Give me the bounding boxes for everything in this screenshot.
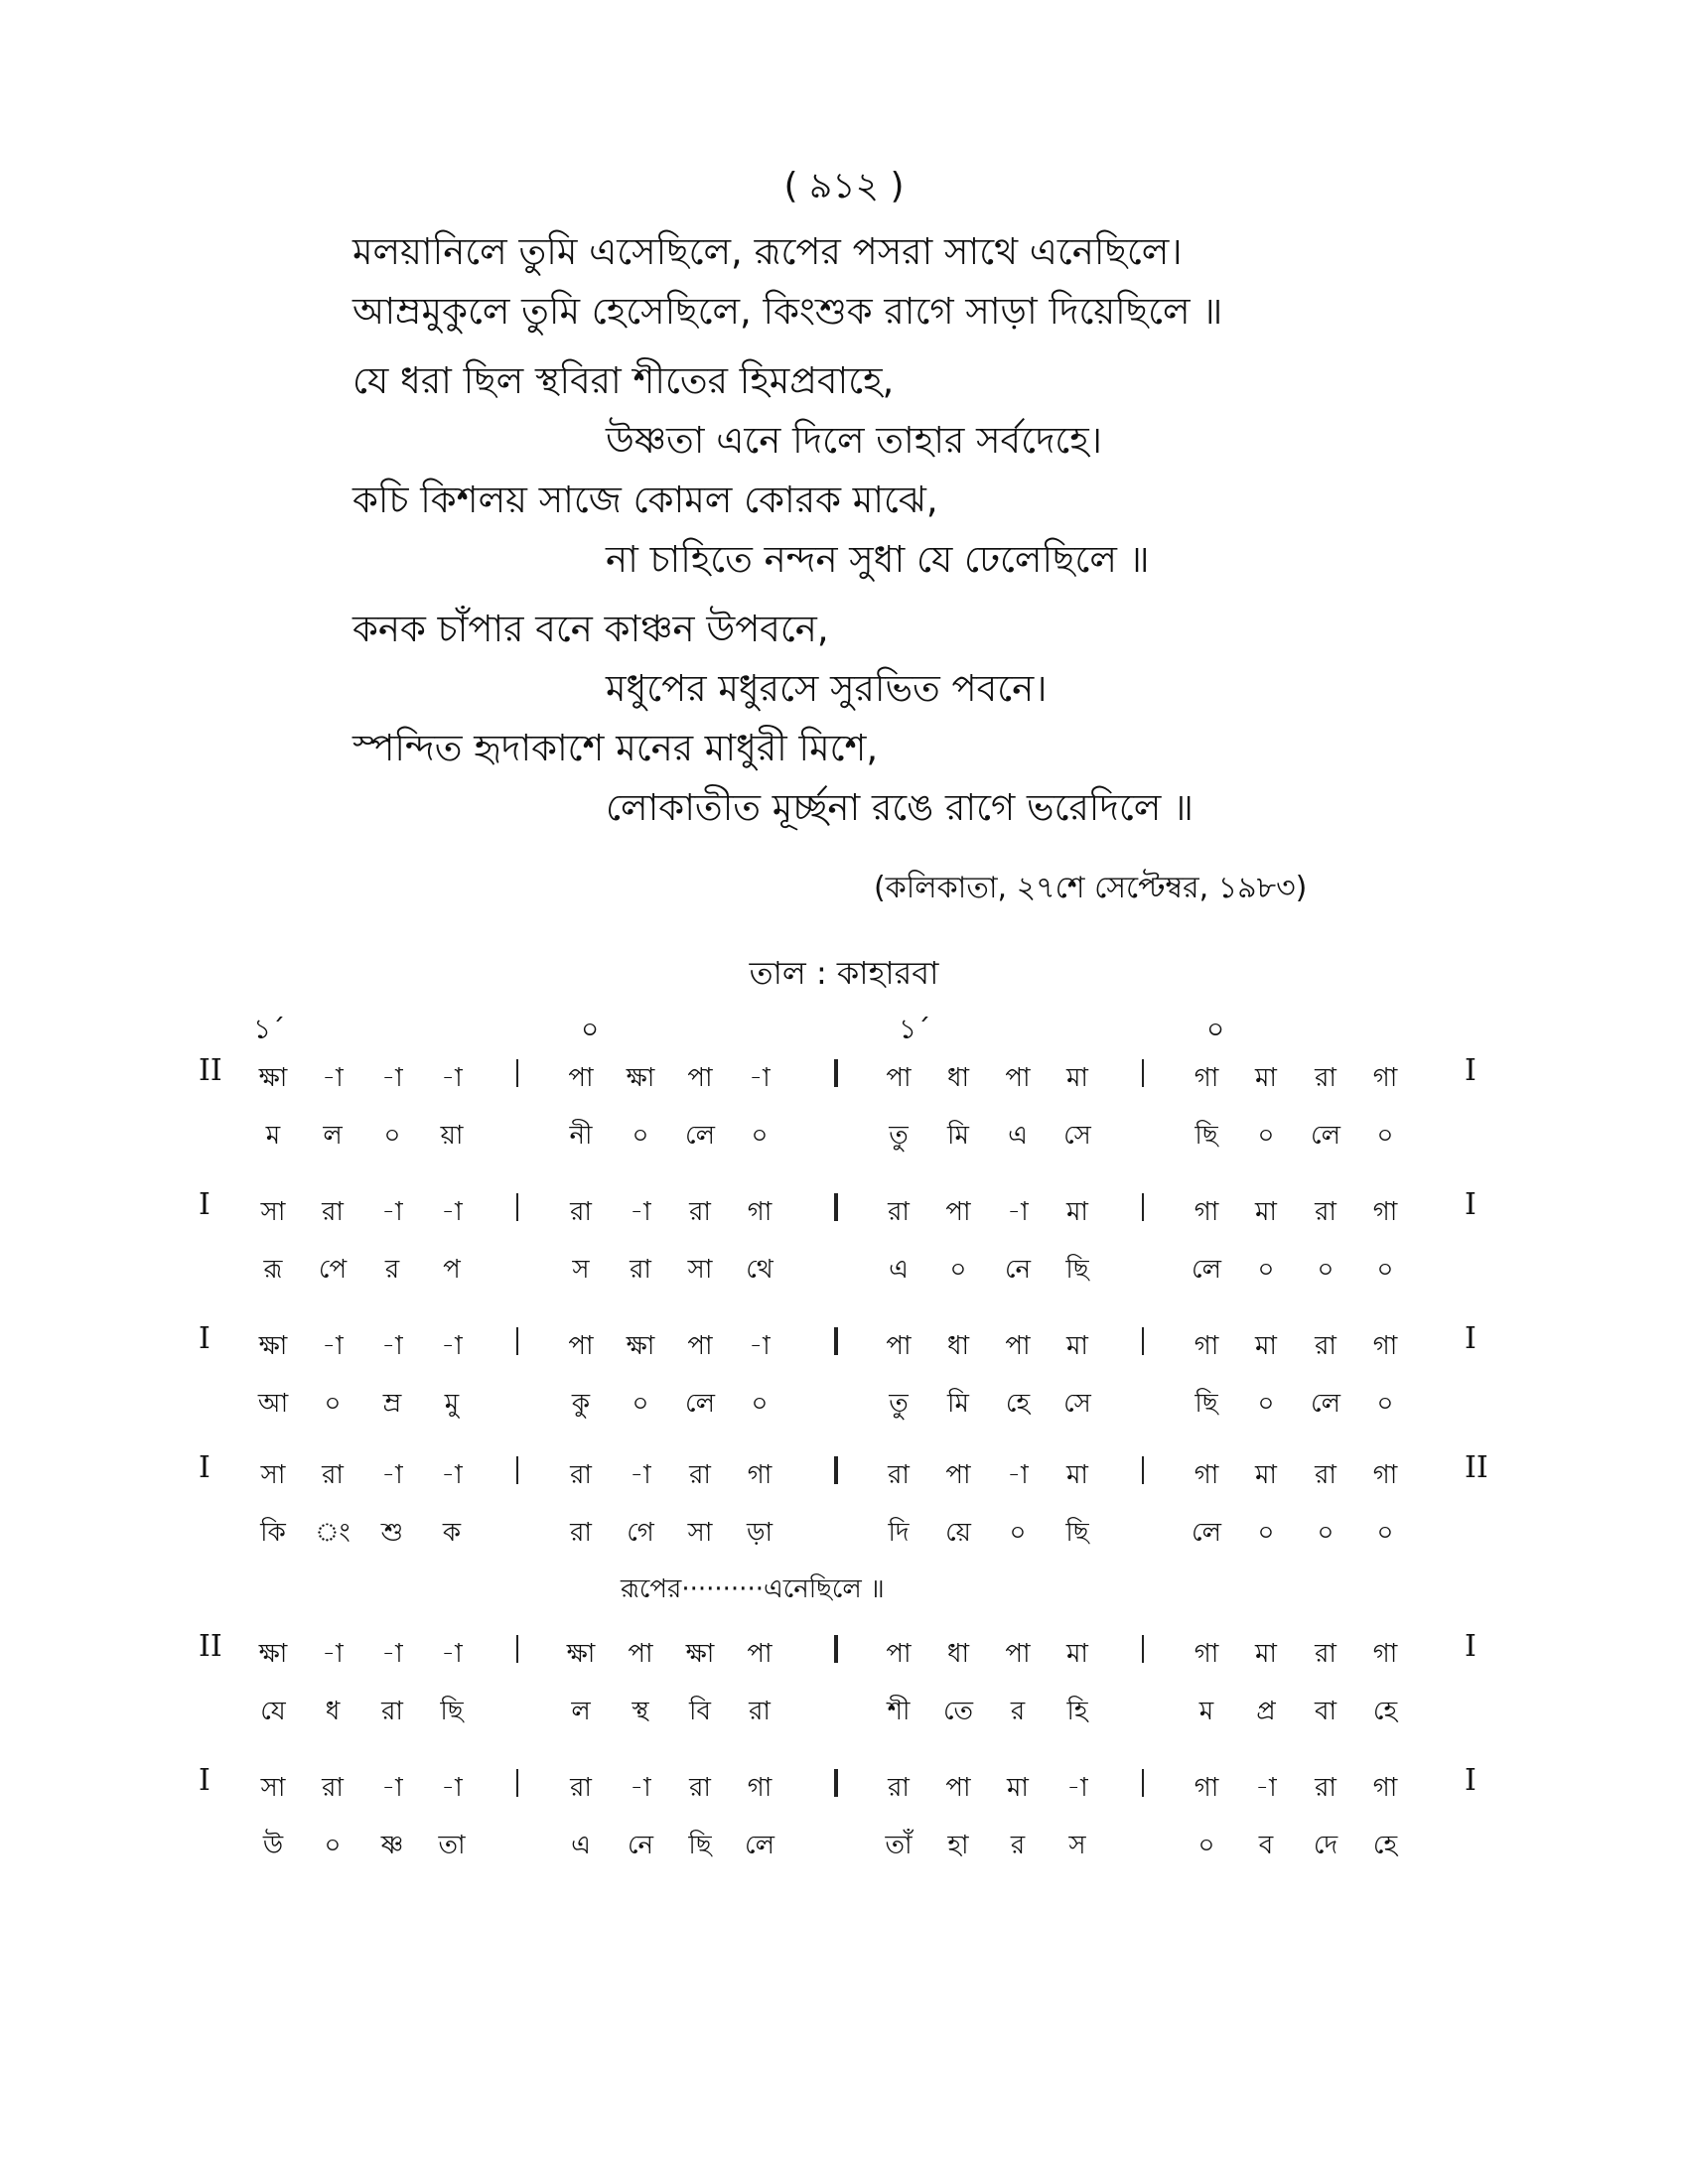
- swar-note: -া: [441, 1331, 463, 1361]
- beat-separator: [1142, 1769, 1144, 1797]
- swar-note: -া: [381, 1331, 403, 1361]
- beat-marker: ১´: [253, 1013, 286, 1045]
- swar-note: পা: [945, 1773, 971, 1803]
- row-start-barline: I: [199, 1187, 211, 1222]
- row-end-barline: I: [1465, 1629, 1477, 1664]
- swar-note: পা: [1005, 1331, 1031, 1361]
- bani-syllable: পে: [318, 1255, 348, 1285]
- bani-syllable: ০: [751, 1389, 769, 1419]
- swar-note: ক্ষা: [566, 1639, 596, 1669]
- beat-separator: [516, 1456, 518, 1484]
- bani-syllable: শু: [380, 1518, 404, 1548]
- swar-note: -া: [1007, 1197, 1029, 1227]
- bani-syllable: নে: [1004, 1255, 1032, 1285]
- bani-syllable: যে: [260, 1697, 286, 1726]
- swar-note: রা: [322, 1773, 344, 1803]
- swar-note: ধা: [946, 1639, 970, 1669]
- bani-syllable: ছি: [1195, 1389, 1218, 1419]
- bani-syllable: তে: [942, 1697, 974, 1726]
- row-end-barline: I: [1465, 1053, 1477, 1088]
- bani-syllable: সে: [1063, 1121, 1091, 1151]
- bani-syllable: ০: [1376, 1255, 1394, 1285]
- swar-note: -া: [322, 1639, 344, 1669]
- swar-note: -া: [322, 1331, 344, 1361]
- bani-syllable: বা: [1314, 1697, 1336, 1726]
- bani-syllable: কি: [260, 1518, 286, 1548]
- swar-note: গা: [1194, 1773, 1219, 1803]
- swar-note: ক্ষা: [685, 1639, 715, 1669]
- bani-syllable: গে: [627, 1518, 654, 1548]
- bani-syllable: ম: [265, 1121, 281, 1151]
- bani-syllable: ০: [1257, 1121, 1275, 1151]
- swar-note: রা: [570, 1773, 592, 1803]
- bani-syllable: স: [572, 1255, 590, 1285]
- beat-separator: [516, 1193, 518, 1221]
- swar-note: -া: [381, 1639, 403, 1669]
- lyric-line: কনক চাঁপার বনে কাঞ্চন উপবনে,: [352, 608, 829, 650]
- bani-syllable: ০: [1317, 1255, 1335, 1285]
- bani-syllable: তা: [438, 1831, 466, 1860]
- swar-note: গা: [1194, 1331, 1219, 1361]
- composition-date: (কলিকাতা, ২৭শে সেপ্টেম্বর, ১৯৮৩): [874, 871, 1308, 905]
- swar-note: গা: [1372, 1197, 1398, 1227]
- bani-syllable: সা: [687, 1518, 713, 1548]
- swar-note: গা: [747, 1460, 773, 1490]
- beat-separator: [516, 1327, 518, 1355]
- swar-note: মা: [1255, 1197, 1277, 1227]
- swar-note: পা: [1005, 1063, 1031, 1093]
- swar-note: -া: [749, 1331, 771, 1361]
- lyric-line: লোকাতীত মূর্চ্ছনা রঙে রাগে ভরেদিলে ॥: [606, 786, 1194, 829]
- bani-syllable: ০: [1257, 1255, 1275, 1285]
- swar-note: ক্ষা: [258, 1063, 288, 1093]
- bani-syllable: ং: [315, 1518, 351, 1548]
- bani-syllable: ম্র: [382, 1389, 402, 1419]
- swar-note: -া: [630, 1773, 651, 1803]
- swar-note: -া: [381, 1460, 403, 1490]
- bani-syllable: ০: [632, 1389, 649, 1419]
- bani-syllable: প্র: [1256, 1697, 1276, 1726]
- bani-syllable: রূ: [263, 1255, 283, 1285]
- swar-note: মা: [1255, 1331, 1277, 1361]
- bani-syllable: লে: [685, 1389, 715, 1419]
- swar-note: রা: [1315, 1063, 1336, 1093]
- bani-syllable: মি: [947, 1389, 969, 1419]
- swar-note: মা: [1255, 1063, 1277, 1093]
- beat-separator: [1142, 1635, 1144, 1663]
- beat-separator: [834, 1193, 838, 1221]
- lyric-line: না চাহিতে নন্দন সুধা যে ঢেলেছিলে ॥: [606, 538, 1150, 581]
- bani-syllable: কু: [571, 1389, 591, 1419]
- bani-syllable: ষ্ণ: [380, 1831, 404, 1860]
- bani-syllable: লে: [1311, 1121, 1340, 1151]
- swar-note: পা: [628, 1639, 653, 1669]
- bani-syllable: এ: [889, 1255, 909, 1285]
- row-start-barline: I: [199, 1321, 211, 1356]
- row-end-barline: I: [1465, 1763, 1477, 1798]
- swar-note: পা: [687, 1331, 713, 1361]
- swar-note: ধা: [946, 1331, 970, 1361]
- swar-note: পা: [1005, 1639, 1031, 1669]
- swar-note: -া: [630, 1197, 651, 1227]
- bani-syllable: ০: [1257, 1518, 1275, 1548]
- lyric-line: উষ্ণতা এনে দিলে তাহার সর্বদেহে।: [606, 419, 1102, 462]
- swar-note: পা: [747, 1639, 773, 1669]
- bani-syllable: রা: [570, 1518, 592, 1548]
- row-end-barline: I: [1465, 1321, 1477, 1356]
- bani-syllable: র: [1010, 1697, 1026, 1726]
- bani-syllable: তাঁ: [885, 1831, 913, 1860]
- swar-note: মা: [1066, 1197, 1088, 1227]
- bani-syllable: ০: [1376, 1518, 1394, 1548]
- swar-note: সা: [260, 1773, 286, 1803]
- bani-syllable: মু: [444, 1389, 460, 1419]
- row-start-barline: II: [199, 1053, 222, 1088]
- swar-note: রা: [888, 1773, 910, 1803]
- bani-syllable: ড়া: [746, 1518, 774, 1548]
- bani-syllable: লে: [1311, 1389, 1340, 1419]
- swar-note: মা: [1066, 1063, 1088, 1093]
- beat-separator: [834, 1327, 838, 1355]
- swar-note: -া: [1255, 1773, 1277, 1803]
- bani-syllable: দে: [1313, 1831, 1338, 1860]
- bani-syllable: আ: [257, 1389, 289, 1419]
- swar-note: রা: [1315, 1331, 1336, 1361]
- bani-syllable: ০: [632, 1121, 649, 1151]
- row-end-barline: II: [1465, 1450, 1488, 1485]
- bani-syllable: ০: [1376, 1121, 1394, 1151]
- bani-syllable: ছি: [688, 1831, 712, 1860]
- beat-marker: ১´: [899, 1013, 931, 1045]
- bani-syllable: হি: [1066, 1697, 1088, 1726]
- lyric-line: স্পন্দিত হৃদাকাশে মনের মাধুরী মিশে,: [352, 727, 879, 769]
- lyric-line: যে ধরা ছিল স্থবিরা শীতের হিমপ্রবাহে,: [352, 359, 895, 402]
- beat-separator: [1142, 1456, 1144, 1484]
- bani-syllable: ০: [324, 1389, 342, 1419]
- swar-note: গা: [1372, 1331, 1398, 1361]
- swar-note: রা: [322, 1460, 344, 1490]
- bani-syllable: য়ে: [945, 1518, 971, 1548]
- bani-syllable: ০: [751, 1121, 769, 1151]
- swar-note: গা: [1194, 1197, 1219, 1227]
- swar-note: -া: [381, 1773, 403, 1803]
- lyric-line: কচি কিশলয় সাজে কোমল কোরক মাঝে,: [352, 478, 938, 521]
- beat-marker: ০: [1206, 1013, 1225, 1045]
- beat-separator: [516, 1059, 518, 1087]
- swar-note: রা: [570, 1460, 592, 1490]
- swar-note: রা: [570, 1197, 592, 1227]
- swar-note: -া: [441, 1773, 463, 1803]
- bani-syllable: র: [1010, 1831, 1026, 1860]
- swar-note: পা: [886, 1639, 912, 1669]
- refrain-cue: রূপের··········এনেছিলে ॥: [621, 1574, 885, 1604]
- bani-syllable: প: [443, 1255, 461, 1285]
- bani-syllable: য়া: [440, 1121, 464, 1151]
- bani-syllable: ছি: [440, 1697, 464, 1726]
- bani-syllable: ০: [1257, 1389, 1275, 1419]
- bani-syllable: ০: [1376, 1389, 1394, 1419]
- swar-note: -া: [630, 1460, 651, 1490]
- bani-syllable: উ: [262, 1831, 284, 1860]
- bani-syllable: ম: [1198, 1697, 1214, 1726]
- beat-separator: [834, 1635, 838, 1663]
- bani-syllable: ০: [383, 1121, 401, 1151]
- bani-syllable: স্থ: [632, 1697, 649, 1726]
- bani-syllable: সা: [687, 1255, 713, 1285]
- swar-note: মা: [1255, 1460, 1277, 1490]
- bani-syllable: এ: [1008, 1121, 1028, 1151]
- swar-note: মা: [1255, 1639, 1277, 1669]
- swar-note: গা: [747, 1773, 773, 1803]
- swar-note: পা: [945, 1460, 971, 1490]
- swar-note: রা: [1315, 1639, 1336, 1669]
- swar-note: রা: [888, 1197, 910, 1227]
- beat-separator: [516, 1635, 518, 1663]
- bani-syllable: সে: [1063, 1389, 1091, 1419]
- swar-note: রা: [1315, 1773, 1336, 1803]
- bani-syllable: ছি: [1065, 1255, 1089, 1285]
- swar-note: ক্ষা: [626, 1331, 655, 1361]
- beat-separator: [1142, 1193, 1144, 1221]
- swar-note: -া: [441, 1197, 463, 1227]
- bani-syllable: হে: [1005, 1389, 1031, 1419]
- row-start-barline: II: [199, 1629, 222, 1664]
- bani-syllable: মি: [947, 1121, 969, 1151]
- swar-note: পা: [886, 1331, 912, 1361]
- bani-syllable: ছি: [1195, 1121, 1218, 1151]
- bani-syllable: ০: [1317, 1518, 1335, 1548]
- swar-note: রা: [1315, 1197, 1336, 1227]
- swar-note: -া: [381, 1197, 403, 1227]
- row-start-barline: I: [199, 1763, 211, 1798]
- swar-note: মা: [1066, 1639, 1088, 1669]
- bani-syllable: ল: [571, 1697, 591, 1726]
- bani-syllable: ০: [949, 1255, 967, 1285]
- swar-note: গা: [1372, 1639, 1398, 1669]
- swar-note: রা: [689, 1773, 711, 1803]
- lyric-line: মলয়ানিলে তুমি এসেছিলে, রূপের পসরা সাথে এনেছিলে।: [352, 230, 1183, 273]
- swar-note: রা: [322, 1197, 344, 1227]
- beat-separator: [516, 1769, 518, 1797]
- bani-syllable: নে: [627, 1831, 654, 1860]
- swar-note: মা: [1066, 1331, 1088, 1361]
- bani-syllable: স: [1068, 1831, 1086, 1860]
- swar-note: গা: [1372, 1460, 1398, 1490]
- beat-separator: [1142, 1059, 1144, 1087]
- bani-syllable: ল: [323, 1121, 343, 1151]
- swar-note: রা: [1315, 1460, 1336, 1490]
- bani-syllable: ০: [1009, 1518, 1027, 1548]
- bani-syllable: থে: [746, 1255, 774, 1285]
- bani-syllable: লে: [1192, 1518, 1221, 1548]
- bani-syllable: হে: [1372, 1831, 1398, 1860]
- bani-syllable: ছি: [1065, 1518, 1089, 1548]
- beat-marker: ০: [581, 1013, 600, 1045]
- bani-syllable: লে: [745, 1831, 774, 1860]
- bani-syllable: হা: [947, 1831, 969, 1860]
- swar-note: ক্ষা: [258, 1639, 288, 1669]
- bani-syllable: ০: [1197, 1831, 1215, 1860]
- swar-note: -া: [441, 1063, 463, 1093]
- swar-note: সা: [260, 1197, 286, 1227]
- swar-note: ক্ষা: [626, 1063, 655, 1093]
- swar-note: গা: [1194, 1639, 1219, 1669]
- swar-note: -া: [441, 1639, 463, 1669]
- swar-note: -া: [749, 1063, 771, 1093]
- row-start-barline: I: [199, 1450, 211, 1485]
- bani-syllable: দি: [888, 1518, 910, 1548]
- beat-separator: [834, 1059, 838, 1087]
- lyric-line: মধুপের মধুরসে সুরভিত পবনে।: [606, 667, 1048, 710]
- bani-syllable: ক: [442, 1518, 462, 1548]
- swar-note: গা: [1194, 1460, 1219, 1490]
- bani-syllable: এ: [571, 1831, 591, 1860]
- bani-syllable: লে: [685, 1121, 715, 1151]
- bani-syllable: হে: [1372, 1697, 1398, 1726]
- bani-syllable: বি: [689, 1697, 711, 1726]
- swar-note: -া: [1066, 1773, 1088, 1803]
- swar-note: পা: [568, 1063, 594, 1093]
- swar-note: গা: [1372, 1773, 1398, 1803]
- beat-separator: [834, 1456, 838, 1484]
- tal-label: তাল : কাহারবা: [749, 954, 939, 992]
- beat-separator: [834, 1769, 838, 1797]
- swar-note: মা: [1066, 1460, 1088, 1490]
- swar-note: পা: [945, 1197, 971, 1227]
- swar-note: মা: [1007, 1773, 1029, 1803]
- bani-syllable: রা: [381, 1697, 403, 1726]
- swar-note: -া: [381, 1063, 403, 1093]
- bani-syllable: লে: [1192, 1255, 1221, 1285]
- bani-syllable: র: [384, 1255, 400, 1285]
- swar-note: গা: [1372, 1063, 1398, 1093]
- bani-syllable: শী: [887, 1697, 911, 1726]
- swar-note: পা: [568, 1331, 594, 1361]
- lyric-line: আম্রমুকুলে তুমি হেসেছিলে, কিংশুক রাগে সাড়া দিয়েছিলে ॥: [352, 290, 1223, 333]
- swar-note: গা: [1194, 1063, 1219, 1093]
- bani-syllable: রা: [749, 1697, 771, 1726]
- swar-note: রা: [888, 1460, 910, 1490]
- swar-note: ধা: [946, 1063, 970, 1093]
- bani-syllable: নী: [569, 1121, 593, 1151]
- swar-note: -া: [1007, 1460, 1029, 1490]
- swar-note: ক্ষা: [258, 1331, 288, 1361]
- bani-syllable: তু: [889, 1121, 909, 1151]
- swar-note: -া: [322, 1063, 344, 1093]
- swar-note: গা: [747, 1197, 773, 1227]
- row-end-barline: I: [1465, 1187, 1477, 1222]
- bani-syllable: ব: [1258, 1831, 1274, 1860]
- swar-note: সা: [260, 1460, 286, 1490]
- swar-note: -া: [441, 1460, 463, 1490]
- beat-separator: [1142, 1327, 1144, 1355]
- swar-note: পা: [886, 1063, 912, 1093]
- bani-syllable: ধ: [325, 1697, 341, 1726]
- page-number: ( ৯১২ ): [783, 166, 905, 206]
- bani-syllable: রা: [630, 1255, 651, 1285]
- bani-syllable: তু: [889, 1389, 909, 1419]
- swar-note: রা: [689, 1197, 711, 1227]
- bani-syllable: ০: [324, 1831, 342, 1860]
- swar-note: পা: [687, 1063, 713, 1093]
- swar-note: রা: [689, 1460, 711, 1490]
